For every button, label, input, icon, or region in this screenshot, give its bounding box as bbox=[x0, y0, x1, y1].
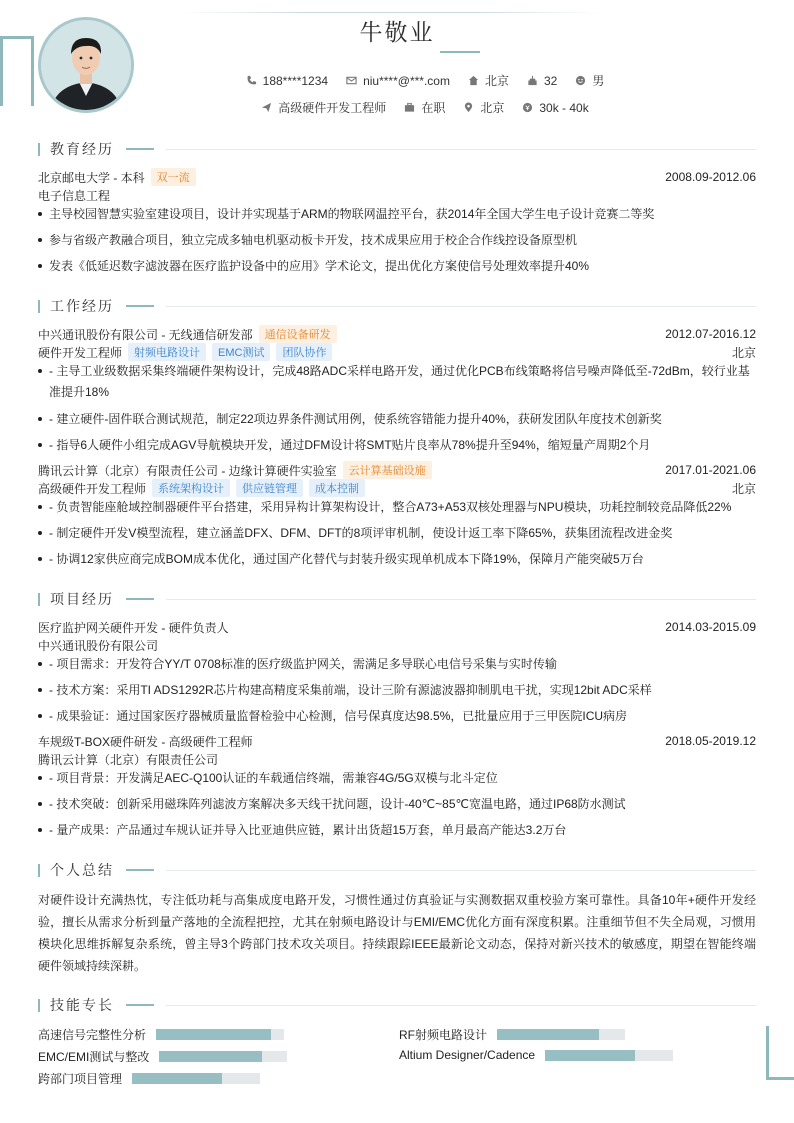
project-org: 腾讯云计算（北京）有限责任公司 bbox=[38, 752, 219, 767]
list-item: - 协调12家供应商完成BOM成本优化，通过国产化替代与封装升级实现单机成本下降19%，保障月产能突破5万台 bbox=[38, 549, 756, 570]
skill-bar-fill bbox=[545, 1050, 635, 1061]
skill-name: Altium Designer/Cadence bbox=[399, 1048, 536, 1062]
project-entry-header bbox=[38, 732, 756, 750]
name-underline bbox=[440, 51, 480, 53]
education-entry-header bbox=[38, 168, 756, 186]
money-icon bbox=[522, 102, 533, 113]
candidate-name: 牛敬业 bbox=[359, 20, 435, 46]
company-tag: 云计算基础设施 bbox=[343, 461, 432, 479]
project-dates: 2018.05-2019.12 bbox=[665, 734, 756, 748]
send-icon bbox=[261, 102, 272, 113]
school-tag: 双一流 bbox=[151, 168, 196, 186]
position-item bbox=[261, 99, 386, 116]
job-title: 硬件开发工程师 bbox=[38, 345, 123, 360]
project-name: 医疗监护网关硬件开发 - 硬件负责人 bbox=[38, 620, 229, 635]
phone-text: 188****1234 bbox=[262, 73, 329, 88]
section-education-header bbox=[38, 141, 154, 157]
section-title: 项目经历 bbox=[50, 591, 114, 607]
email-icon bbox=[346, 75, 357, 86]
school-name: 北京邮电大学 - 本科 bbox=[38, 170, 145, 185]
work-city: 北京 bbox=[731, 345, 756, 360]
work-dates: 2012.07-2016.12 bbox=[665, 327, 756, 341]
skill-bar-fill bbox=[159, 1051, 261, 1062]
gender-text: 男 bbox=[592, 74, 605, 88]
status-text: 在职 bbox=[421, 101, 446, 115]
salary-item bbox=[522, 99, 588, 116]
list-item: - 项目需求：开发符合YY/T 0708标准的医疗级监护网关，需满足多导联心电信号采集与实时传输 bbox=[38, 654, 756, 675]
skill-item bbox=[399, 1026, 625, 1043]
skill-bar bbox=[159, 1051, 287, 1062]
work-entry-header bbox=[38, 461, 756, 479]
section-work-header bbox=[38, 298, 154, 314]
city-item bbox=[463, 99, 504, 116]
job-title: 高级硬件开发工程师 bbox=[38, 481, 147, 496]
age-text: 32 bbox=[543, 73, 558, 88]
skill-tag: 成本控制 bbox=[309, 479, 365, 497]
email-item bbox=[346, 72, 450, 89]
project-org-row bbox=[38, 636, 756, 654]
skill-name: EMC/EMI测试与整改 bbox=[38, 1050, 150, 1064]
status-item bbox=[404, 99, 445, 116]
skill-item bbox=[38, 1026, 284, 1043]
top-decorative-rule bbox=[180, 12, 600, 13]
education-major-row bbox=[38, 186, 756, 204]
phone-icon bbox=[246, 75, 257, 86]
skill-tag: 供应链管理 bbox=[236, 479, 303, 497]
skill-item bbox=[38, 1048, 287, 1065]
skill-name: 高速信号完整性分析 bbox=[38, 1028, 147, 1042]
list-item: - 主导工业级数据采集终端硬件架构设计，完成48路ADC采样电路开发，通过优化PCB布线策略将信号噪声降低至-72dBm，较行业基准提升18% bbox=[38, 361, 756, 403]
section-skills-header bbox=[38, 997, 154, 1013]
project-name: 车规级T-BOX硬件研发 - 高级硬件工程师 bbox=[38, 734, 253, 749]
project-org: 中兴通讯股份有限公司 bbox=[38, 638, 159, 653]
skill-item bbox=[399, 1048, 673, 1062]
skill-tag: 团队协作 bbox=[276, 343, 332, 361]
work-city: 北京 bbox=[731, 481, 756, 496]
salary-text: 30k - 40k bbox=[539, 100, 589, 115]
gender-item bbox=[575, 72, 604, 89]
summary-text: 对硬件设计充满热忱，专注低功耗与高集成度电路开发，习惯性通过仿真验证与实测数据双重校验方案可靠性。具备10年+硬件开发经验，擅长从需求分析到量产落地的全流程把控，尤其在射频电路设计与EMI/EMC优化方面有深度积累。注重细节但不失全局观，习惯用模块化思维拆解复杂系统，曾主导3个跨部门技术攻关项目。持续跟踪IEEE最新论文动态，保持对新兴技术的敏感度，期望在智能终端硬件领域持续深耕。 bbox=[38, 893, 756, 973]
list-item: 参与省级产教融合项目，独立完成多轴电机驱动板卡开发，技术成果应用于校企合作线控设备原型机 bbox=[38, 230, 756, 251]
corner-decoration-bottom-right bbox=[766, 1026, 794, 1080]
skill-tag: 射频电路设计 bbox=[128, 343, 206, 361]
list-item: - 技术突破：创新采用磁珠阵列滤波方案解决多天线干扰问题，设计-40℃~85℃宽温电路，通过IP68防水测试 bbox=[38, 794, 756, 815]
major: 电子信息工程 bbox=[38, 188, 111, 203]
location-item bbox=[468, 72, 509, 89]
age-item bbox=[527, 72, 557, 89]
cake-icon bbox=[527, 75, 538, 86]
section-title: 个人总结 bbox=[50, 862, 114, 878]
location-text: 北京 bbox=[484, 74, 509, 88]
skill-bar-fill bbox=[156, 1029, 271, 1040]
section-projects-header bbox=[38, 591, 154, 607]
section-title: 工作经历 bbox=[50, 298, 114, 314]
list-item: 发表《低延迟数字滤波器在医疗监护设备中的应用》学术论文，提出优化方案使信号处理效率提升40% bbox=[38, 256, 756, 277]
contact-info-row bbox=[28, 72, 794, 89]
list-item: - 成果验证：通过国家医疗器械质量监督检验中心检测，信号保真度达98.5%，已批量应用于三甲医院ICU病房 bbox=[38, 706, 756, 727]
skill-tag: EMC测试 bbox=[212, 343, 270, 361]
company-tag: 通信设备研发 bbox=[259, 325, 337, 343]
list-item: - 指导6人硬件小组完成AGV导航模块开发，通过DFM设计将SMT贴片良率从78%提升至94%，缩短量产周期2个月 bbox=[38, 435, 756, 456]
list-item: - 项目背景：开发满足AEC-Q100认证的车载通信终端，需兼容4G/5G双模与北斗定位 bbox=[38, 768, 756, 789]
skill-item bbox=[38, 1070, 260, 1087]
skill-bar-fill bbox=[132, 1073, 222, 1084]
briefcase-icon bbox=[404, 102, 415, 113]
list-item: - 负责智能座舱域控制器硬件平台搭建，采用异构计算架构设计，整合A73+A53双核处理器与NPU模块，功耗控制较竞品降低22% bbox=[38, 497, 756, 518]
company-name: 腾讯云计算（北京）有限责任公司 - 边缘计算硬件实验室 bbox=[38, 463, 337, 478]
skill-bar-fill bbox=[497, 1029, 599, 1040]
work-role-row bbox=[38, 343, 756, 361]
education-dates: 2008.09-2012.06 bbox=[665, 170, 756, 184]
skill-bar bbox=[497, 1029, 625, 1040]
skill-bar bbox=[132, 1073, 260, 1084]
skill-bar bbox=[156, 1029, 284, 1040]
skill-tag: 系统架构设计 bbox=[152, 479, 230, 497]
list-item: - 技术方案：采用TI ADS1292R芯片构建高精度采集前端，设计三阶有源滤波器抑制肌电干扰，实现12bit ADC采样 bbox=[38, 680, 756, 701]
skill-bar bbox=[545, 1050, 673, 1061]
section-title: 教育经历 bbox=[50, 141, 114, 157]
list-item: - 建立硬件-固件联合测试规范，制定22项边界条件测试用例，使系统容错能力提升40%，获研发团队年度技术创新奖 bbox=[38, 409, 756, 430]
city-text: 北京 bbox=[480, 101, 505, 115]
section-title: 技能专长 bbox=[50, 997, 114, 1013]
section-summary-header bbox=[38, 862, 154, 878]
home-icon bbox=[468, 75, 479, 86]
skill-name: RF射频电路设计 bbox=[399, 1028, 487, 1042]
phone-item bbox=[246, 72, 328, 89]
list-item: - 制定硬件开发V模型流程，建立涵盖DFX、DFM、DFT的8项评审机制，使设计返工率下降65%，获集团流程改进金奖 bbox=[38, 523, 756, 544]
email-text: niu****@***.com bbox=[363, 73, 450, 88]
map-pin-icon bbox=[463, 102, 474, 113]
skill-name: 跨部门项目管理 bbox=[38, 1072, 123, 1086]
work-dates: 2017.01-2021.06 bbox=[665, 463, 756, 477]
project-dates: 2014.03-2015.09 bbox=[665, 620, 756, 634]
job-intent-row bbox=[28, 99, 794, 116]
company-name: 中兴通讯股份有限公司 - 无线通信研发部 bbox=[38, 327, 253, 342]
work-role-row bbox=[38, 479, 756, 497]
smile-icon bbox=[575, 75, 586, 86]
list-item: - 量产成果：产品通过车规认证并导入比亚迪供应链，累计出货超15万套，单月最高产能达3.2万台 bbox=[38, 820, 756, 841]
list-item: 主导校园智慧实验室建设项目，设计并实现基于ARM的物联网温控平台，获2014年全国大学生电子设计竞赛二等奖 bbox=[38, 204, 756, 225]
position-text: 高级硬件开发工程师 bbox=[278, 101, 387, 115]
work-entry-header bbox=[38, 325, 756, 343]
project-entry-header bbox=[38, 618, 756, 636]
project-org-row bbox=[38, 750, 756, 768]
